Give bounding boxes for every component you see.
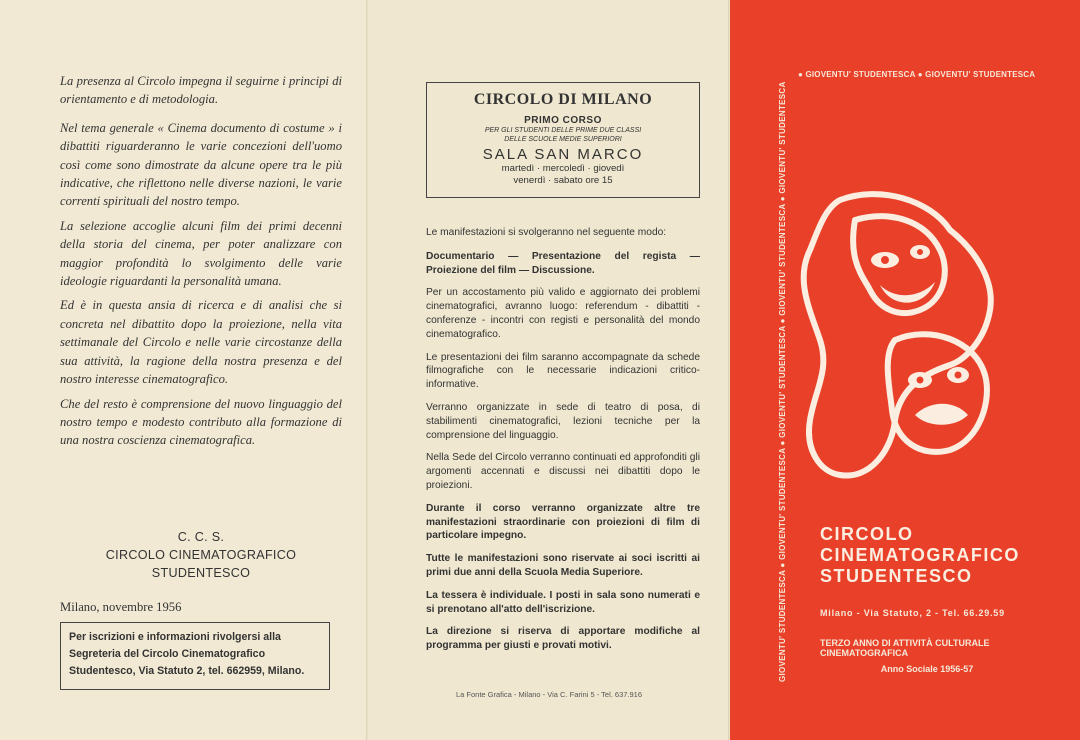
- film-cards-paragraph: Le presentazioni dei film saranno accompagnate da schede filmografiche con le necessarie indicazioni critico-informative.: [426, 351, 700, 391]
- side-banner-text: GIOVENTU' STUDENTESCA ● GIOVENTU' STUDENTESCA ● GIOVENTU' STUDENTESCA ● GIOVENTU' STUDENTESCA ● GIOVENTU' STUDENTESCA: [778, 81, 787, 682]
- top-banner: ● GIOVENTU' STUDENTESCA ● GIOVENTU' STUDENTESCA: [798, 70, 1036, 79]
- left-panel-text: [60, 72, 342, 456]
- seat-discussions-paragraph: Nella Sede del Circolo verranno continuati ed approfonditi gli argomenti accennati e discussi nei dibattiti dopo le proiezioni.: [426, 452, 700, 491]
- cover-year-line: TERZO ANNO DI ATTIVITÀ CULTURALE CINEMATOGRAFICA: [820, 638, 990, 658]
- middle-panel-text: [426, 226, 700, 662]
- date-line: Milano, novembre 1956: [60, 600, 182, 614]
- research-paragraph: Ed è in questa ansia di ricerca e di analisi che si concreta nel dibattito dopo la proiezione, nella vita settimanale del Circolo e nelle varie circostanze della sua attività, la ragione della nostra presenza e del nostro interesse cinematografico.: [60, 298, 342, 387]
- side-banner: [776, 62, 794, 682]
- cover-season: Anno Sociale 1956-57: [880, 664, 974, 674]
- schedule-time: venerdì · sabato ore 15: [513, 175, 613, 186]
- audience-note: PER GLI STUDENTI DELLE PRIME DUE CLASSI DELLE SCUOLE MEDIE SUPERIORI: [484, 127, 642, 143]
- circle-title: CIRCOLO DI MILANO: [473, 91, 653, 108]
- signature-line-2: STUDENTESCO: [151, 566, 251, 580]
- cover-title-line-3: STUDENTESCO: [820, 566, 973, 586]
- schedule-days: martedì · mercoledì · giovedì: [501, 163, 625, 174]
- program-intro: Le manifestazioni si svolgeranno nel seguente modo:: [426, 227, 667, 238]
- theatre-masks-illustration: [800, 190, 1010, 490]
- technical-lessons-paragraph: Verranno organizzate in sede di teatro di posa, di stabilimenti cinematografici, lezioni tecniche per la comprensione del linguaggio.: [426, 401, 700, 441]
- closing-paragraph: Che del resto è comprensione del nuovo linguaggio del nostro tempo e modesto contributo alla formazione di una nostra coscienza cinematografica.: [60, 396, 342, 448]
- intro-paragraph: La presenza al Circolo impegna il seguirne i principi di orientamento e di metodologia.: [60, 74, 342, 107]
- signature-initials: C. C. S.: [177, 530, 225, 544]
- signature-line-1: CIRCOLO CINEMATOGRAFICO: [105, 548, 297, 562]
- special-events-paragraph: Durante il corso verranno organizzate altre tre manifestazioni straordinarie con proiezioni di film di particolare impegno.: [426, 502, 700, 542]
- cover-title-line-2: CINEMATOGRAFICO: [820, 545, 1020, 565]
- cover-title: [820, 524, 1020, 587]
- signature-block: [60, 528, 342, 582]
- changes-paragraph: La direzione si riserva di apportare modifiche al programma per giusti e provati motivi.: [426, 626, 700, 652]
- membership-card-paragraph: La tessera è individuale. I posti in sala sono numerati e si prenotano all'atto dell'iscrizione.: [426, 589, 700, 615]
- venue-name: SALA SAN MARCO: [482, 146, 644, 163]
- theme-paragraph: Nel tema generale « Cinema documento di costume » i dibattiti riguarderanno le varie concezioni dell'uomo così come sono dimostrate da alcune opere tra le più indicative, che riflettono nelle diverse nazioni, le varie correnti spirituali del nostro tempo.: [60, 120, 342, 209]
- selection-paragraph: La selezione accoglie alcuni film dei primi decenni della storia del cinema, per poter analizzare con maggior profondità lo svolgimento delle varie ideologie riguardanti la personalità umana.: [60, 218, 342, 289]
- course-label: PRIMO CORSO: [524, 115, 602, 126]
- registration-info-box: Per iscrizioni e informazioni rivolgersi alla Segreteria del Circolo Cinematografico Studentesco, Via Statuto 2, tel. 662959, Milano.: [60, 622, 330, 690]
- cover-address: Milano - Via Statuto, 2 - Tel. 66.29.59: [820, 608, 1005, 618]
- members-only-paragraph: Tutte le manifestazioni sono riservate ai soci iscritti ai primi due anni della Scuola Media Superiore.: [426, 553, 700, 578]
- activities-paragraph: Per un accostamento più valido e aggiornato dei problemi cinematografici, avranno luogo: referendum - dibattiti - conferenze - incontri con registi e personalità del mondo cinematografico.: [426, 287, 700, 340]
- course-header-box: [426, 82, 700, 198]
- printer-credit: La Fonte Grafica - Milano - Via C. Farini 5 - Tel. 637.916: [455, 690, 643, 699]
- cover-title-line-1: CIRCOLO: [820, 524, 914, 544]
- program-sequence: Documentario — Presentazione del regista — Proiezione del film — Discussione.: [426, 250, 700, 276]
